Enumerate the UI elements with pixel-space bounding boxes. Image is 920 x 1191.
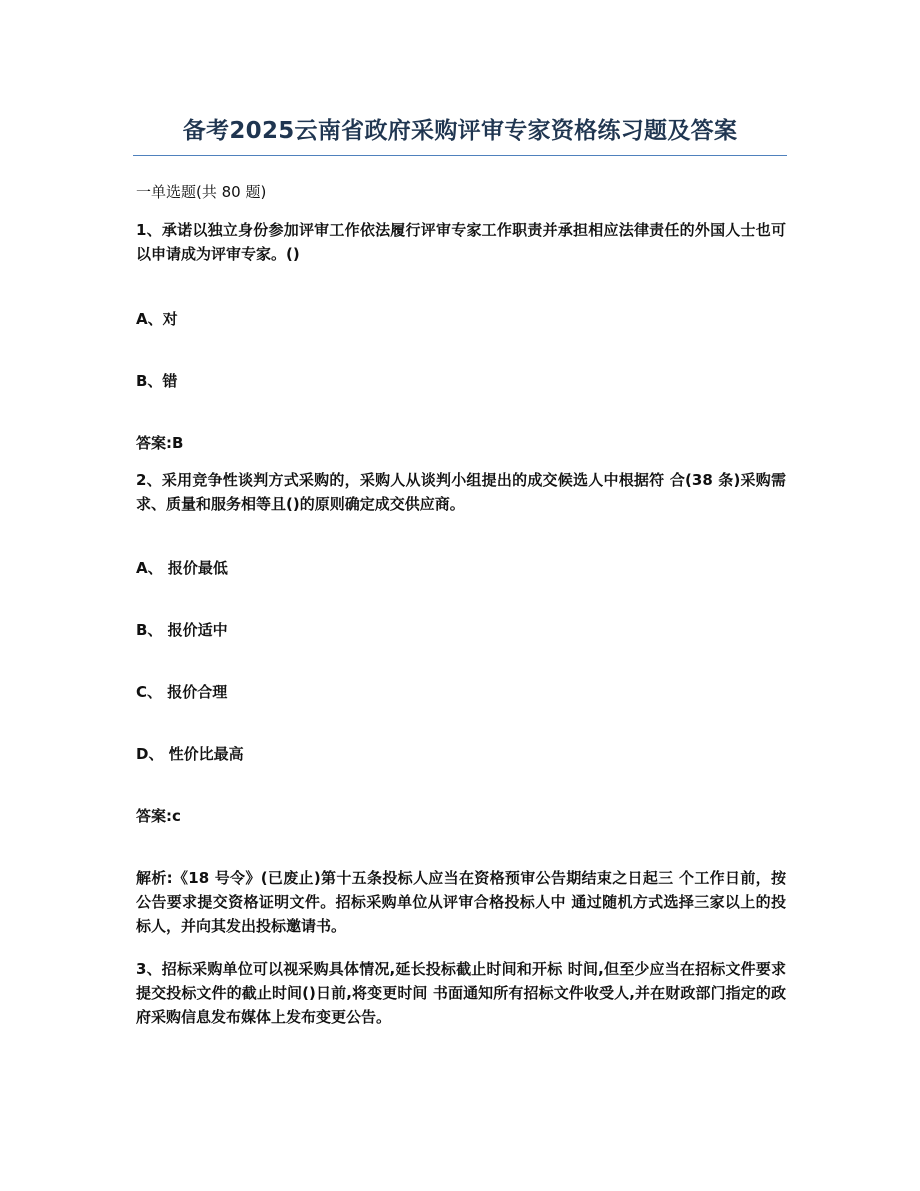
question-2-stem: 2、采用竞争性谈判方式采购的，采购人从谈判小组提出的成交候选人中根据符 合(38 条)采购需求、质量和服务相等且()的原则确定成交供应商。 xyxy=(136,471,786,513)
question-2-option-c: C、 报价合理 xyxy=(136,683,228,701)
question-2-option-b: B、 报价适中 xyxy=(136,621,228,639)
question-1-option-b: B、错 xyxy=(136,372,178,390)
title-divider xyxy=(133,155,787,156)
question-1-stem: 1、承诺以独立身份参加评审工作依法履行评审专家工作职责并承担相应法律责任的外国人士也可以申请成为评审专家。() xyxy=(136,221,786,263)
question-1-answer: 答案:B xyxy=(136,434,184,452)
question-2-option-a: A、 报价最低 xyxy=(136,559,228,577)
section-heading: 一单选题(共 80 题) xyxy=(136,183,267,201)
question-2-answer: 答案:c xyxy=(136,807,181,825)
question-2-analysis: 解析:《18 号令》(已废止)第十五条投标人应当在资格预审公告期结束之日起三 个工作日前，按公告要求提交资格证明文件。招标采购单位从评审合格投标人中 通过随机方式选择三家以上的投标人，并向其发出投标邀请书。 xyxy=(136,869,786,935)
question-3-stem: 3、招标采购单位可以视采购具体情况,延长投标截止时间和开标 时间,但至少应当在招标文件要求提交投标文件的截止时间()日前,将变更时间 书面通知所有招标文件收受人,并在财政部门指定的政府采购信息发布媒体上发布变更公告。 xyxy=(136,960,786,1026)
question-1-option-a: A、对 xyxy=(136,310,178,328)
page-title: 备考2025云南省政府采购评审专家资格练习题及答案 xyxy=(182,118,738,144)
question-2-option-d: D、 性价比最高 xyxy=(136,745,244,763)
